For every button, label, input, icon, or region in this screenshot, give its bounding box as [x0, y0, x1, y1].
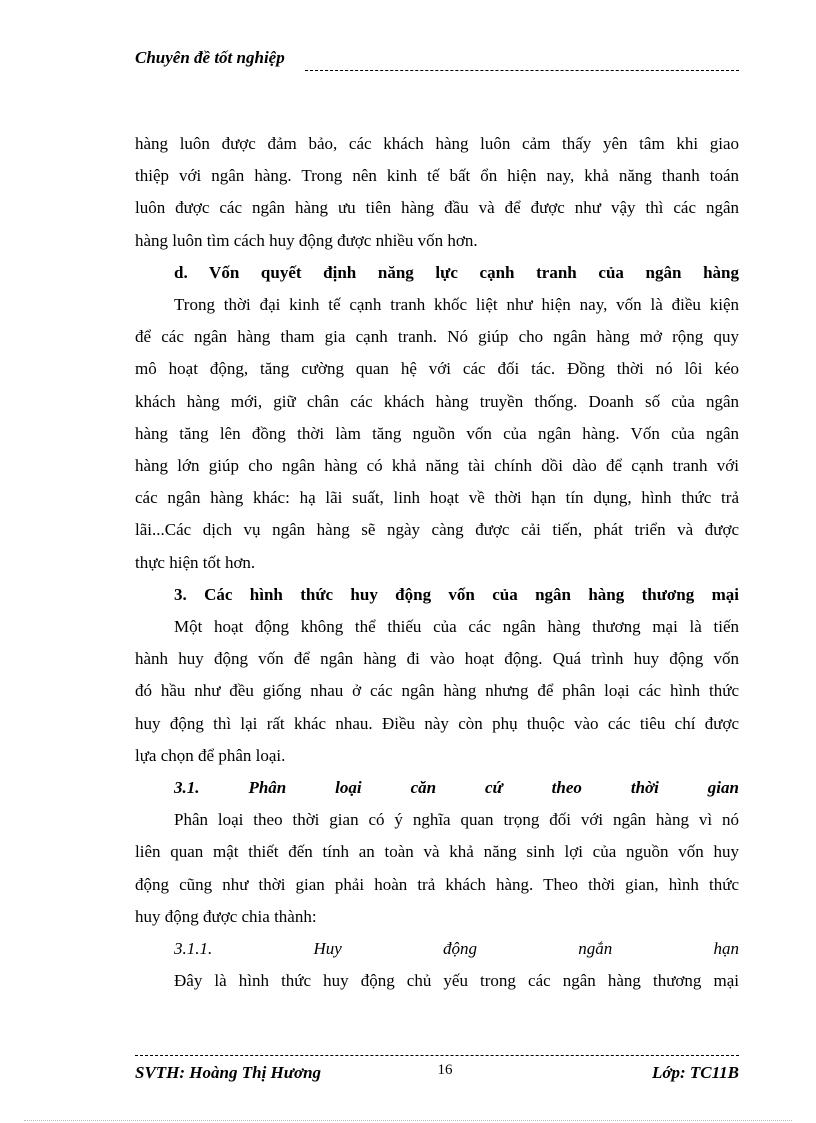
text-line: luôn được các ngân hàng ưu tiên hàng đầu và để được như vậy thì các ngân: [135, 198, 739, 218]
text-line: Đây là hình thức huy động chủ yếu trong các ngân hàng thương mại: [174, 971, 739, 991]
section-heading-3: 3. Các hình thức huy động vốn của ngân hàng thương mại: [174, 584, 739, 604]
text-line: hàng tăng lên đồng thời làm tăng nguồn vốn của ngân hàng. Vốn của ngân: [135, 423, 739, 443]
paragraph-time-classification-end: [135, 901, 739, 933]
header-title: Chuyên đề tốt nghiệp: [135, 48, 285, 67]
page-bottom-edge: [24, 1120, 792, 1121]
paragraph-competition-end: [135, 547, 739, 579]
text-line: mô hoạt động, tăng cường quan hệ với các đối tác. Đồng thời nó lôi kéo: [135, 359, 739, 379]
paragraph-forms-end: [135, 740, 739, 772]
page-number: 16: [437, 1062, 453, 1078]
text-line: lãi...Các dịch vụ ngân hàng sẽ ngày càng được cải tiến, phát triển và được: [135, 520, 739, 540]
text-line: thiệp với ngân hàng. Trong nên kinh tế bất ổn hiện nay, khả năng thanh toán: [135, 166, 739, 186]
footer-author: SVTH: Hoàng Thị Hương: [135, 1063, 322, 1082]
text-line: liên quan mật thiết đến tính an toàn và khả năng sinh lợi của nguồn vốn huy: [135, 842, 739, 862]
text-line: động cũng như thời gian phải hoàn trả khách hàng. Theo thời gian, hình thức: [135, 874, 739, 894]
text-line: huy động thì lại rất khác nhau. Điều này còn phụ thuộc vào các tiêu chí được: [135, 713, 739, 733]
section-heading-d: d. Vốn quyết định năng lực cạnh tranh của ngân hàng: [174, 262, 739, 282]
document-body: [135, 128, 739, 997]
text-line: Một hoạt động không thể thiếu của các ngân hàng thương mại là tiến: [174, 617, 739, 637]
paragraph-forms: [135, 611, 739, 740]
text-line: các ngân hàng khác: hạ lãi suất, linh hoạt về thời hạn tín dụng, hình thức trả: [135, 488, 739, 508]
footer-dashed-rule: [135, 1055, 739, 1056]
text-line: Phân loại theo thời gian có ý nghĩa quan trọng đối với ngân hàng vì nó: [174, 810, 739, 830]
paragraph-continuation: [135, 128, 739, 225]
footer-class-label: Lớp: TC11B: [651, 1063, 739, 1082]
text-line: để các ngân hàng tham gia cạnh tranh. Nó giúp cho ngân hàng mở rộng quy: [135, 327, 739, 347]
paragraph-continuation-end: [135, 225, 739, 257]
page-header: [135, 48, 739, 74]
text-line: hàng luôn được đảm bảo, các khách hàng luôn cảm thấy yên tâm khi giao: [135, 134, 739, 153]
text-line: thực hiện tốt hơn.: [135, 552, 256, 572]
text-line: hàng lớn giúp cho ngân hàng có khả năng tài chính dồi dào để cạnh tranh với: [135, 456, 739, 476]
paragraph-time-classification: [135, 804, 739, 901]
paragraph-competition: [135, 289, 739, 547]
section-heading-3-1-1: 3.1.1. Huy động ngắn hạn: [174, 939, 739, 959]
paragraph-short-term: [135, 965, 739, 997]
section-heading-3-1: 3.1. Phân loại căn cứ theo thời gian: [174, 778, 739, 798]
text-line: hàng luôn tìm cách huy động được nhiều vốn hơn.: [135, 230, 478, 250]
text-line: Trong thời đại kinh tế cạnh tranh khốc liệt như hiện nay, vốn là điều kiện: [174, 295, 739, 315]
header-dashed-rule: [305, 70, 739, 71]
text-line: đó hầu như đều giống nhau ở các ngân hàng nhưng để phân loại các hình thức: [135, 681, 739, 701]
text-line: hành huy động vốn để ngân hàng đi vào hoạt động. Quá trình huy động vốn: [135, 649, 739, 669]
text-line: lựa chọn để phân loại.: [135, 745, 286, 765]
text-line: khách hàng mới, giữ chân các khách hàng truyền thống. Doanh số của ngân: [135, 391, 739, 411]
text-line: huy động được chia thành:: [135, 906, 317, 926]
